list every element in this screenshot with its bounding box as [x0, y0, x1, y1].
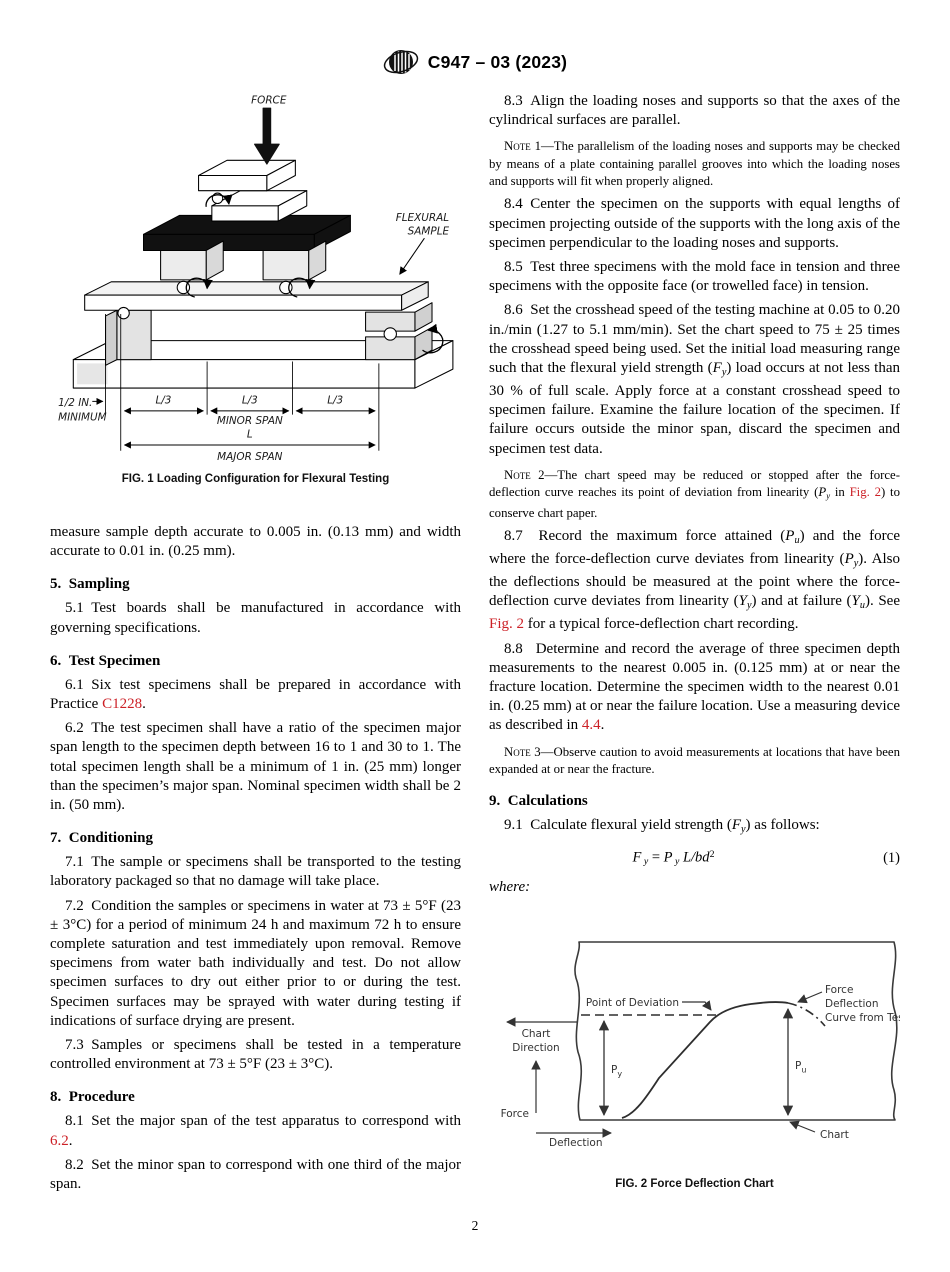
- two-column-body: [50, 92, 900, 1194]
- note-1: [489, 138, 900, 190]
- paragraph-6-2: [50, 719, 461, 815]
- text-run: 8.4 Center the specimen on the supports with equal lengths of specimen projecting outside of the supports with the long axis of the specimen perpendicular to the loading noses and supports.: [489, 196, 900, 251]
- loading-plate-front: [144, 234, 315, 250]
- flexural-sample-leader: [400, 238, 425, 274]
- base-front-face: [73, 360, 415, 388]
- note-3: [489, 744, 900, 779]
- page-number: 2: [471, 1218, 479, 1233]
- paragraph-8-7: [489, 527, 900, 635]
- text-run: 7.1 The sample or specimens shall be transported to the testing laboratory packaged so that no damage will take place.: [50, 854, 461, 890]
- text-run: P: [785, 528, 795, 545]
- section-heading-6: 6. Test Specimen: [50, 652, 161, 669]
- chart-direction-label-line1: Chart: [521, 1028, 551, 1041]
- paragraph-8-2: [50, 1156, 461, 1194]
- document-code: C947 – 03 (2023): [427, 51, 568, 72]
- text-run: 8.1 Set the major span of the test apparatus to correspond with: [65, 1113, 461, 1130]
- equation-1: [489, 849, 900, 867]
- text-run: =: [648, 849, 664, 866]
- cross-reference-link[interactable]: C1228: [102, 696, 143, 713]
- paragraph-8-1: [50, 1112, 461, 1150]
- l3-label-2: L/3: [241, 394, 258, 407]
- loading-nose-right: [263, 250, 309, 279]
- text-run: 5.1 Test boards shall be manufactured in accordance with governing specifications.: [50, 600, 461, 636]
- text-run: Y: [738, 593, 747, 610]
- text-run: 2—The chart speed may be reduced or stopped after the force-deflection curve reaches its point of deviation from linearity (: [489, 467, 900, 500]
- paragraph-6-1: [50, 676, 461, 714]
- text-run: Note: [504, 744, 531, 759]
- equation-1-body: [489, 849, 858, 867]
- text-run: ) and the force where the force-deflection curve deviates from linearity (: [489, 528, 900, 568]
- paragraph-8-3: [489, 92, 900, 130]
- text-run: Y: [851, 593, 860, 610]
- text-run: .: [68, 1132, 73, 1149]
- chart-paper: [575, 942, 897, 1120]
- figure-2-caption: FIG. 2 Force Deflection Chart: [615, 1178, 774, 1191]
- flexural-label-line1: FLEXURAL: [395, 212, 450, 225]
- specimen-front-face: [85, 295, 402, 310]
- text-run: F: [632, 849, 642, 866]
- astm-logo-icon: [383, 46, 419, 78]
- paragraph-5-1: [50, 599, 461, 637]
- right-support-roller: [384, 328, 396, 340]
- cross-reference-link[interactable]: 4.4: [581, 717, 601, 734]
- text-run: 6.1 Six test specimens shall be prepared in accordance with Practice: [50, 676, 461, 713]
- equation-1-number: (1): [883, 849, 900, 866]
- chart-label-leader: [790, 1122, 815, 1132]
- text-run: Note: [504, 467, 531, 482]
- text-run: 7.3 Samples or specimens shall be tested in a temperature controlled environment at 73 ± 5°F (23 ± 3°C).: [50, 1037, 461, 1073]
- text-run: 8.7 Record the maximum force attained (: [504, 528, 786, 545]
- text-run: in: [830, 485, 850, 500]
- half-inch-label: 1/2 IN.: [58, 397, 93, 410]
- text-run: 1—The parallelism of the loading noses and supports may be checked by means of a plate containing parallel grooves into which the loading noses and supports will fit when properly aligned.: [489, 139, 900, 188]
- text-run: F: [731, 817, 742, 834]
- text-run: y: [672, 856, 680, 868]
- text-run: y: [721, 366, 727, 378]
- text-run: P: [663, 849, 673, 866]
- force-arrow-icon: [255, 108, 280, 164]
- text-run: P: [844, 551, 854, 568]
- chart-label: Chart: [820, 1129, 849, 1142]
- text-run: y: [826, 490, 831, 501]
- text-run: 8.8 Determine and record the average of three specimen depth measurements to the nearest 0.005 in. (0.125 mm) at or near the fracture location. Determine the specimen width to the nearest 0.01 in. (0.25 mm) at or near the failure location. Use a measuring device as described in: [489, 640, 900, 734]
- minimum-label: MINIMUM: [58, 411, 107, 424]
- paragraph-7-1: [50, 853, 461, 891]
- text-run: y: [741, 824, 746, 836]
- text-run: ). See: [864, 593, 900, 610]
- paragraph-8-5: [489, 258, 900, 296]
- text-run: F: [712, 359, 722, 376]
- left-support-roller: [118, 307, 129, 318]
- upper-block-lower: [212, 206, 278, 221]
- figure-2: [489, 926, 900, 1190]
- text-run: ) and at failure (: [751, 593, 852, 610]
- cross-reference-link[interactable]: 6.2: [50, 1132, 69, 1149]
- paragraph-8-8: [489, 640, 900, 736]
- upper-block-top: [199, 176, 267, 191]
- text-run: Note: [504, 139, 531, 154]
- l3-label-3: L/3: [327, 394, 344, 407]
- section-heading-7: 7. Conditioning: [50, 830, 153, 847]
- l3-label-1: L/3: [155, 394, 172, 407]
- text-run: 9.1 Calculate flexural yield strength (: [504, 817, 732, 834]
- text-run: ) as follows:: [745, 817, 820, 834]
- figure-1-drawing: [50, 92, 461, 464]
- text-run: y: [641, 856, 649, 868]
- force-axis-label: Force: [500, 1108, 529, 1121]
- text-run: 6.2 The test specimen shall have a ratio of the specimen major span length to the specimen depth between 16 to 1 and 30 to 1. The total specimen length shall be a minimum of 1 in. (25 mm) longer than the specimen’s major span. Nominal specimen width shall be 2 in. (50 mm).: [50, 720, 461, 814]
- text-run: 8.3 Align the loading noses and supports so that the axes of the cylindrical surfaces are parallel.: [489, 93, 900, 129]
- note-2: [489, 467, 900, 522]
- text-run: ) load occurs at not less than 30 % of full scale. Apply force at a constant crosshead speed to specimen failure. Examine the failure location of the specimen. If failure occurs outside the minor span, discard the specimen and specimen test data.: [489, 359, 900, 457]
- text-run: .: [142, 696, 146, 713]
- paragraph-7-3: [50, 1036, 461, 1074]
- text-run: measure sample depth accurate to 0.005 in. (0.13 mm) and width accurate to 0.01 in. (0.25 mm).: [50, 524, 461, 560]
- section-heading-5: 5. Sampling: [50, 576, 130, 593]
- minor-span-label: MINOR SPAN: [216, 415, 283, 428]
- paragraph-continued: [50, 523, 461, 561]
- text-run: 8.2 Set the minor span to correspond with one third of the major span.: [50, 1156, 461, 1193]
- section-heading-8: 8. Procedure: [50, 1089, 135, 1106]
- pu-label: $P_u$: [795, 1060, 807, 1075]
- cross-reference-link[interactable]: Fig. 2: [849, 485, 882, 500]
- text-run: y: [746, 600, 752, 612]
- text-run: 3—Observe caution to avoid measurements at locations that have been expanded at or near the fracture.: [489, 744, 900, 776]
- where-label: where:: [489, 879, 531, 896]
- figure-1-caption: FIG. 1 Loading Configuration for Flexural Testing: [121, 473, 390, 485]
- paragraph-7-2: [50, 897, 461, 1031]
- chart-direction-label-line2: Direction: [512, 1042, 560, 1055]
- text-run: 8.6 Set the crosshead speed of the testing machine at 0.05 to 0.20 in./min (1.27 to 5.1 mm/min). Set the chart speed to 75 ± 25 times the crosshead speed being used. Set the initial load measuring range such that the flexural yield strength (: [489, 302, 900, 376]
- text-run: u: [859, 600, 865, 612]
- loading-nose-left: [161, 250, 207, 279]
- right-column: [489, 92, 900, 1194]
- major-span-label: MAJOR SPAN: [217, 451, 283, 464]
- text-run: .: [600, 717, 605, 734]
- section-heading-9: 9. Calculations: [489, 793, 588, 810]
- curve-label-line2: Deflection: [825, 998, 879, 1011]
- text-run: for a typical force-deflection chart recording.: [524, 616, 799, 633]
- l-label: L: [246, 428, 253, 441]
- text-run: 7.2 Condition the samples or specimens in water at 73 ± 5°F (23 ± 3°C) for a period of minimum 24 h and maximum 72 h to ensure complete saturation and test immediately upon removal. Remove specimens from water bath individually and test. Do not allow specimen surfaces to dry out either prior to or during the test. Specimen surfaces may be sprayed with water during testing if indications of surface drying are present.: [50, 897, 461, 1029]
- point-of-deviation-label: Point of Deviation: [585, 997, 679, 1010]
- force-label: FORCE: [251, 94, 287, 107]
- text-run: u: [794, 534, 800, 546]
- text-run: 2: [709, 849, 715, 861]
- left-support-side: [106, 310, 117, 365]
- figure-1: [50, 92, 461, 485]
- text-run: ). Also the deflections should be measured at the point where the force-deflection curve deviates from linearity (: [489, 551, 900, 610]
- text-run: ) to conserve chart paper.: [489, 485, 901, 520]
- text-run: L/bd: [682, 849, 710, 866]
- cross-reference-link[interactable]: Fig. 2: [489, 616, 525, 633]
- paragraph-8-6: [489, 301, 900, 458]
- curve-label-line3: Curve from Test: [825, 1012, 900, 1025]
- flexural-label-line2: SAMPLE: [407, 225, 450, 238]
- text-run: 8.5 Test three specimens with the mold face in tension and three specimens with the opposite face (or trowelled face) in tension.: [489, 258, 900, 295]
- text-run: y: [853, 557, 859, 569]
- paragraph-8-4: [489, 195, 900, 253]
- specimen-top-face: [85, 282, 429, 295]
- figure-2-drawing: [489, 926, 900, 1169]
- page-header: [0, 46, 950, 78]
- text-run: P: [818, 485, 827, 500]
- left-column: [50, 92, 461, 1194]
- py-label: $P_y$: [611, 1064, 623, 1079]
- curve-label-line1: Force: [825, 984, 854, 997]
- deflection-axis-label: Deflection: [549, 1137, 603, 1150]
- paragraph-9-1: [489, 816, 900, 839]
